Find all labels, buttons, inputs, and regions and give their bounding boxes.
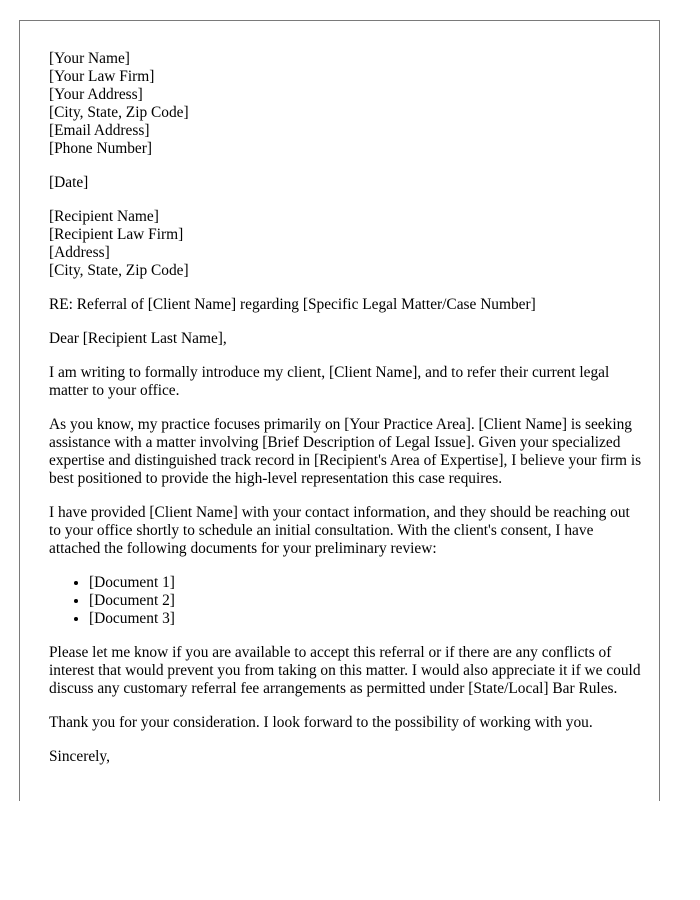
practice-paragraph: As you know, my practice focuses primarily on [Your Practice Area]. [Client Name] is seeking assistance with a matter involving [Brief Description of Legal Issue]. Given your specialized expertise and distinguished track record in [Recipient's Area of Expertise], I believe your firm is best positioned to provide the high-level representation this case requires. xyxy=(49,416,642,487)
availability-paragraph: Please let me know if you are available to accept this referral or if there are any conflicts of interest that would prevent you from taking on this matter. I would also appreciate it if we could discuss any customary referral fee arrangements as permitted under [State/Local] Bar Rules. xyxy=(49,644,641,697)
thanks-paragraph: Thank you for your consideration. I look forward to the possibility of working with you. xyxy=(49,714,593,731)
list-item: • [Document 2] xyxy=(89,592,645,610)
letter-content xyxy=(49,50,645,782)
intro-paragraph: I am writing to formally introduce my client, [Client Name], and to refer their current legal matter to your office. xyxy=(49,364,610,399)
recipient-firm: [Recipient Law Firm] xyxy=(49,226,184,243)
salutation: Dear [Recipient Last Name], xyxy=(49,330,227,347)
recipient-address: [Address] xyxy=(49,244,110,261)
list-item: • [Document 1] xyxy=(89,574,645,592)
document-list xyxy=(49,574,645,628)
recipient-name: [Recipient Name] xyxy=(49,208,159,225)
sender-city-state-zip: [City, State, Zip Code] xyxy=(49,104,189,121)
contact-paragraph: I have provided [Client Name] with your contact information, and they should be reaching out to your office shortly to schedule an initial consultation. With the client's consent, I have attached the following documents for your preliminary review: xyxy=(49,504,630,557)
sender-firm: [Your Law Firm] xyxy=(49,68,155,85)
subject-line: RE: Referral of [Client Name] regarding [Specific Legal Matter/Case Number] xyxy=(49,296,536,313)
letter-date: [Date] xyxy=(49,174,89,191)
recipient-block xyxy=(49,208,645,280)
sender-email: [Email Address] xyxy=(49,122,150,139)
sender-name: [Your Name] xyxy=(49,50,130,67)
sender-block xyxy=(49,50,645,158)
recipient-city-state-zip: [City, State, Zip Code] xyxy=(49,262,189,279)
sender-phone: [Phone Number] xyxy=(49,140,153,157)
sender-address: [Your Address] xyxy=(49,86,143,103)
letter-page xyxy=(19,20,660,801)
list-item: • [Document 3] xyxy=(89,610,645,628)
closing: Sincerely, xyxy=(49,748,110,765)
